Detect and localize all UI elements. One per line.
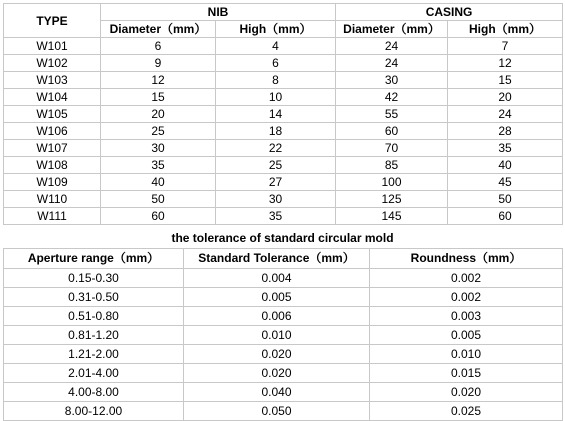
table-cell: W109 bbox=[4, 174, 101, 191]
table-row bbox=[4, 383, 563, 402]
table-cell: 27 bbox=[216, 174, 336, 191]
table-cell: 6 bbox=[216, 55, 336, 72]
standard-tolerance-header: Standard Tolerance（mm） bbox=[184, 249, 370, 269]
table-cell: W106 bbox=[4, 123, 101, 140]
table-cell: W102 bbox=[4, 55, 101, 72]
table-cell: 0.020 bbox=[184, 345, 370, 364]
table-cell: 0.050 bbox=[184, 402, 370, 421]
table-cell: W110 bbox=[4, 191, 101, 208]
table-row bbox=[4, 326, 563, 345]
table-cell: 50 bbox=[101, 191, 216, 208]
table-cell: 55 bbox=[336, 106, 448, 123]
table-cell: 22 bbox=[216, 140, 336, 157]
table-cell: 4 bbox=[216, 38, 336, 55]
table-cell: W105 bbox=[4, 106, 101, 123]
table-cell: 50 bbox=[448, 191, 563, 208]
table-cell: 8.00-12.00 bbox=[4, 402, 184, 421]
table-cell: 42 bbox=[336, 89, 448, 106]
tolerance-table bbox=[3, 248, 563, 421]
table-row bbox=[4, 288, 563, 307]
table-row bbox=[4, 174, 563, 191]
table-cell: W103 bbox=[4, 72, 101, 89]
table-cell: 0.015 bbox=[370, 364, 563, 383]
nib-high-header: High（mm） bbox=[216, 21, 336, 38]
nib-casing-table bbox=[3, 3, 563, 225]
table-cell: 28 bbox=[448, 123, 563, 140]
casing-header: CASING bbox=[336, 4, 563, 21]
table-cell: 70 bbox=[336, 140, 448, 157]
table-cell: 30 bbox=[216, 191, 336, 208]
table-cell: 0.006 bbox=[184, 307, 370, 326]
table-cell: 9 bbox=[101, 55, 216, 72]
table-cell: 14 bbox=[216, 106, 336, 123]
table-cell: 0.003 bbox=[370, 307, 563, 326]
table-cell: 45 bbox=[448, 174, 563, 191]
table-row bbox=[4, 269, 563, 288]
nib-table-body bbox=[4, 38, 563, 225]
table-cell: 0.025 bbox=[370, 402, 563, 421]
table-cell: 15 bbox=[101, 89, 216, 106]
table-cell: 35 bbox=[216, 208, 336, 225]
table-cell: 35 bbox=[448, 140, 563, 157]
table-row bbox=[4, 364, 563, 383]
table-cell: 0.005 bbox=[184, 288, 370, 307]
table-cell: 30 bbox=[101, 140, 216, 157]
table-row bbox=[4, 55, 563, 72]
table-cell: 0.020 bbox=[184, 364, 370, 383]
table-cell: 10 bbox=[216, 89, 336, 106]
table-cell: 0.002 bbox=[370, 269, 563, 288]
table-cell: 0.004 bbox=[184, 269, 370, 288]
table-cell: 0.020 bbox=[370, 383, 563, 402]
table-cell: 100 bbox=[336, 174, 448, 191]
table-cell: 1.21-2.00 bbox=[4, 345, 184, 364]
table-cell: 12 bbox=[101, 72, 216, 89]
table-cell: 0.002 bbox=[370, 288, 563, 307]
table-cell: 145 bbox=[336, 208, 448, 225]
table-cell: 0.010 bbox=[370, 345, 563, 364]
table-cell: 0.040 bbox=[184, 383, 370, 402]
table-row bbox=[4, 140, 563, 157]
table-cell: 4.00-8.00 bbox=[4, 383, 184, 402]
table-row bbox=[4, 123, 563, 140]
table-cell: 7 bbox=[448, 38, 563, 55]
table-row bbox=[4, 157, 563, 174]
table-cell: 40 bbox=[448, 157, 563, 174]
table-cell: 24 bbox=[448, 106, 563, 123]
table-cell: 25 bbox=[216, 157, 336, 174]
casing-high-header: High（mm） bbox=[448, 21, 563, 38]
table-cell: 0.010 bbox=[184, 326, 370, 345]
table-cell: 35 bbox=[101, 157, 216, 174]
table-row bbox=[4, 208, 563, 225]
table-row bbox=[4, 106, 563, 123]
table-cell: 60 bbox=[448, 208, 563, 225]
table-cell: 2.01-4.00 bbox=[4, 364, 184, 383]
table-cell: 0.005 bbox=[370, 326, 563, 345]
table-row bbox=[4, 191, 563, 208]
type-header: TYPE bbox=[4, 4, 101, 38]
table-cell: 24 bbox=[336, 38, 448, 55]
table-cell: 12 bbox=[448, 55, 563, 72]
table-cell: 125 bbox=[336, 191, 448, 208]
table-cell: 20 bbox=[101, 106, 216, 123]
casing-diameter-header: Diameter（mm） bbox=[336, 21, 448, 38]
table-row bbox=[4, 345, 563, 364]
table-cell: 60 bbox=[101, 208, 216, 225]
nib-header: NIB bbox=[101, 4, 336, 21]
table-cell: 40 bbox=[101, 174, 216, 191]
table-row bbox=[4, 89, 563, 106]
table-cell: W107 bbox=[4, 140, 101, 157]
nib-diameter-header: Diameter（mm） bbox=[101, 21, 216, 38]
tolerance-caption: the tolerance of standard circular mold bbox=[171, 231, 394, 245]
table-cell: W104 bbox=[4, 89, 101, 106]
table-row bbox=[4, 72, 563, 89]
aperture-range-header: Aperture range（mm） bbox=[4, 249, 184, 269]
table-cell: 15 bbox=[448, 72, 563, 89]
table-cell: 25 bbox=[101, 123, 216, 140]
roundness-header: Roundness（mm） bbox=[370, 249, 563, 269]
table-cell: W101 bbox=[4, 38, 101, 55]
table-row bbox=[4, 38, 563, 55]
table-cell: 30 bbox=[336, 72, 448, 89]
table-row bbox=[4, 402, 563, 421]
table-cell: 0.81-1.20 bbox=[4, 326, 184, 345]
table-cell: 24 bbox=[336, 55, 448, 72]
table-row bbox=[4, 307, 563, 326]
table-cell: 20 bbox=[448, 89, 563, 106]
table-cell: W111 bbox=[4, 208, 101, 225]
table-cell: 18 bbox=[216, 123, 336, 140]
table-cell: 8 bbox=[216, 72, 336, 89]
table-cell: 85 bbox=[336, 157, 448, 174]
tolerance-table-body bbox=[4, 269, 563, 421]
table-cell: W108 bbox=[4, 157, 101, 174]
table-cell: 0.15-0.30 bbox=[4, 269, 184, 288]
table-cell: 0.31-0.50 bbox=[4, 288, 184, 307]
table-cell: 60 bbox=[336, 123, 448, 140]
table-cell: 6 bbox=[101, 38, 216, 55]
table-cell: 0.51-0.80 bbox=[4, 307, 184, 326]
